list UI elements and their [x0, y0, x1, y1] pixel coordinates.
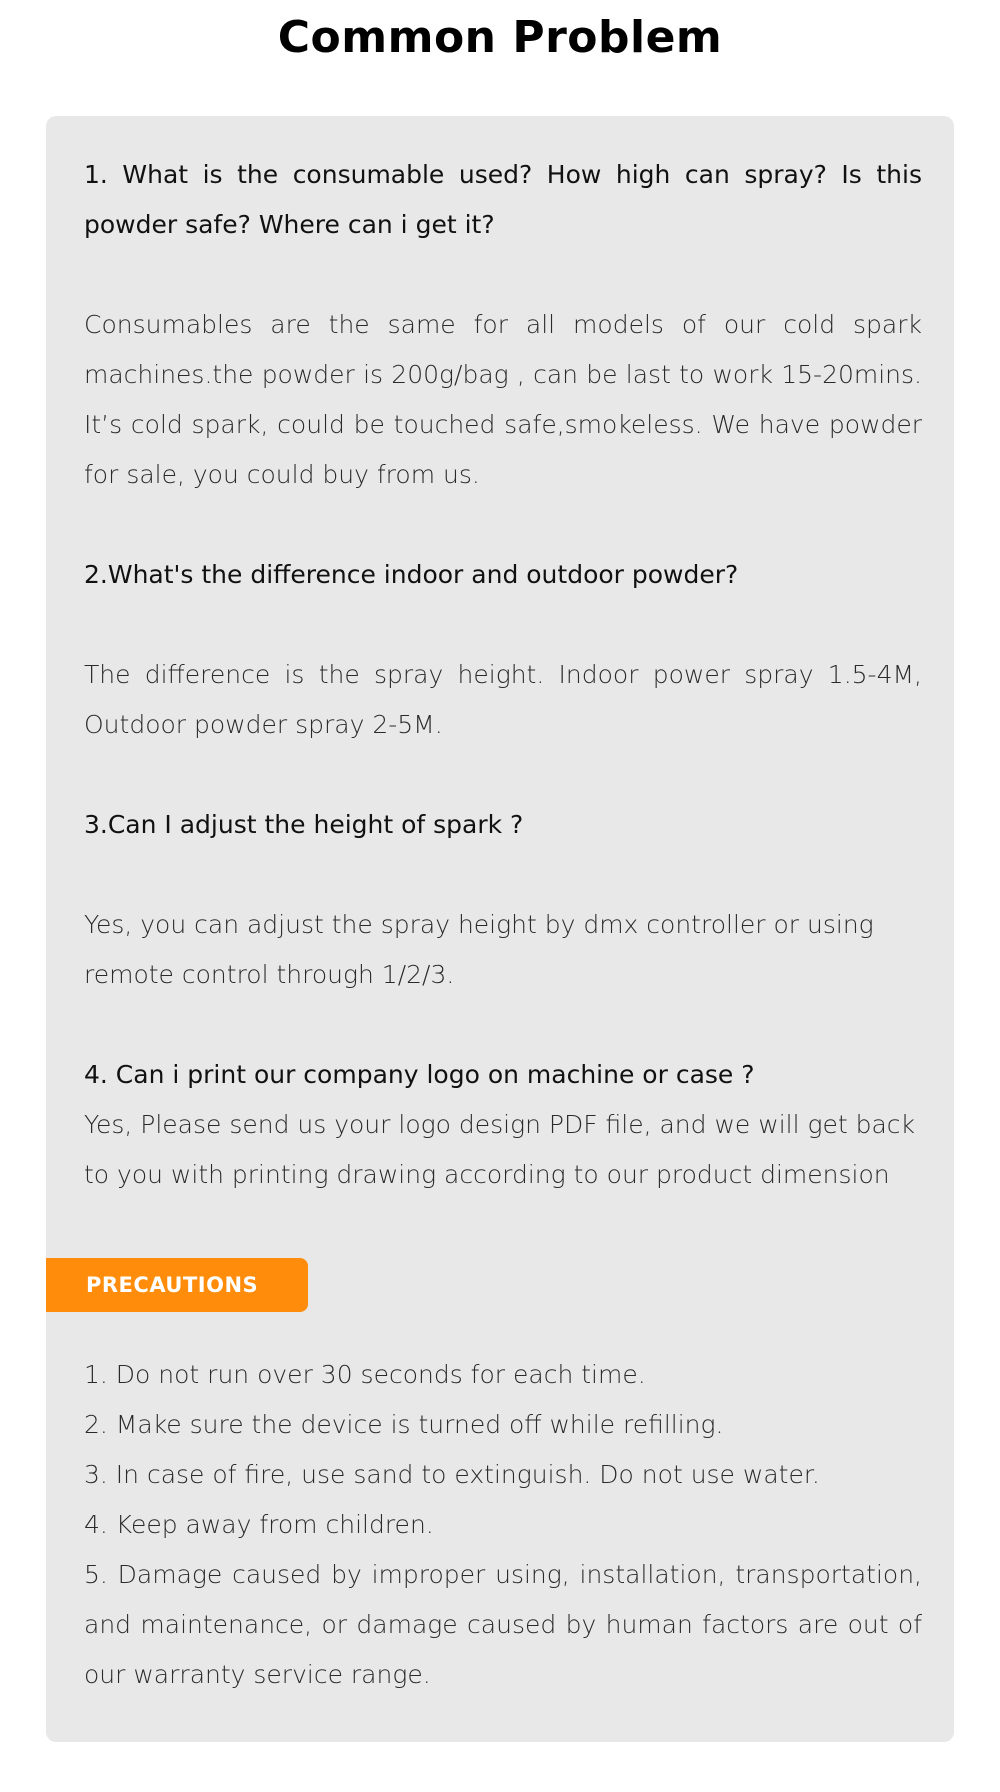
faq-answer-4: Yes, Please send us your logo design PDF file, and we will get back to you with printing drawing according to our product dimension	[84, 1110, 916, 1189]
precaution-item: 5. Damage caused by improper using, installation, transportation, and maintenance, or damage caused by human factors are out of our warranty service range.	[84, 1560, 922, 1689]
faq-question-2: 2.What's the difference indoor and outdoor powder?	[84, 560, 739, 589]
faq-question-3: 3.Can I adjust the height of spark ?	[84, 810, 524, 839]
precautions-label: PRECAUTIONS	[46, 1258, 308, 1312]
faq-answer-3: Yes, you can adjust the spray height by dmx controller or using remote control through 1/2/3.	[84, 910, 874, 989]
page-title: Common Problem	[277, 12, 723, 63]
faq-question-4: 4. Can i print our company logo on machine or case ?	[84, 1060, 755, 1089]
faq-card	[46, 116, 954, 1742]
faq-answer-2: The difference is the spray height. Indoor power spray 1.5-4M, Outdoor powder spray 2-5M.	[84, 660, 922, 739]
precaution-item: 2. Make sure the device is turned off while refilling.	[84, 1410, 724, 1439]
precaution-item: 3. In case of fire, use sand to extinguish. Do not use water.	[84, 1460, 820, 1489]
precautions-list	[84, 1350, 922, 1700]
faq-question-1: 1. What is the consumable used? How high can spray? Is this powder safe? Where can i get it?	[84, 160, 922, 239]
precaution-item: 4. Keep away from children.	[84, 1510, 434, 1539]
faq-answer-1: Consumables are the same for all models of our cold spark machines.the powder is 200g/bag , can be last to work 15-20mins. It’s cold spark, could be touched safe,smokeless. We have powder for sale, you could buy from us.	[84, 310, 922, 489]
precaution-item: 1. Do not run over 30 seconds for each time.	[84, 1360, 646, 1389]
